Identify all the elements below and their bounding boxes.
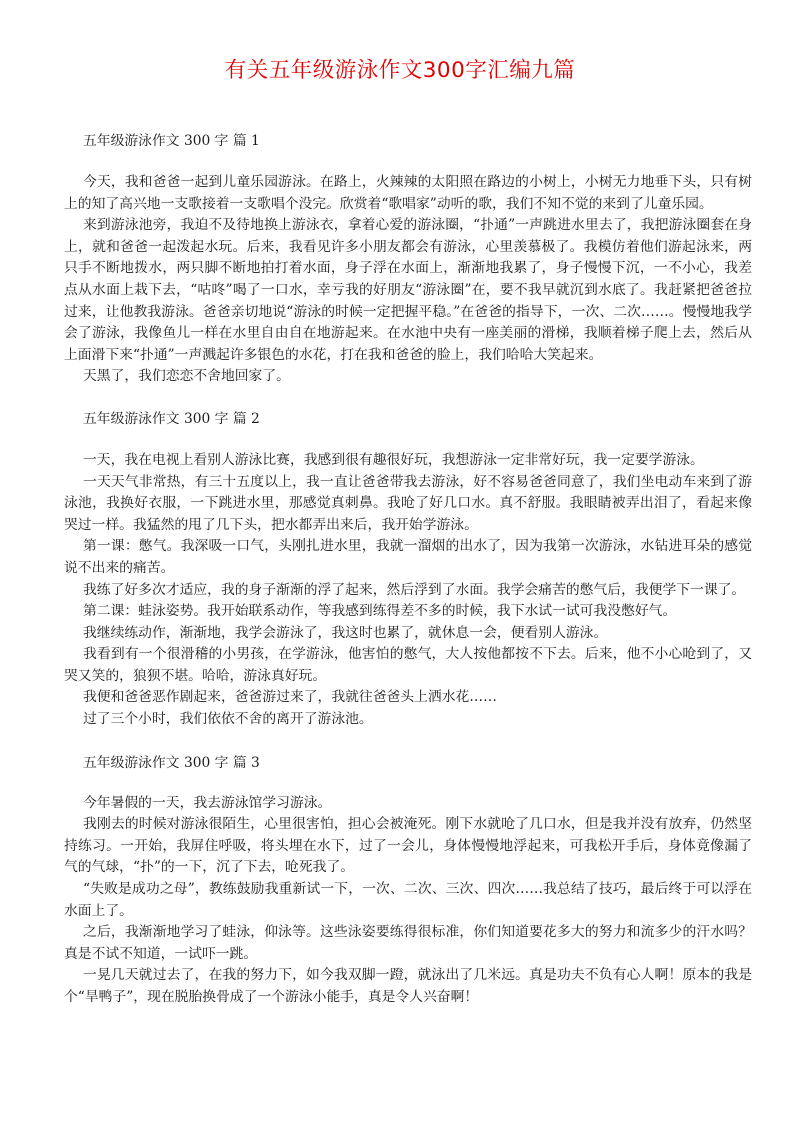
paragraph: 来到游泳池旁，我迫不及待地换上游泳衣，拿着心爱的游泳圈，“扑通”一声跳进水里去了，我把游泳圈套在身上，就和爸爸一起泼起水玩。后来，我看见许多小朋友都会有游泳，心里羡慕极了。我模仿着他们游起泳来，两只手不断地拨水，两只脚不断地拍打着水面，身子浮在水面上，渐渐地我累了，身子慢慢下沉，一不小心，我差点从水面上栽下去，“咕咚”喝了一口水，幸亏我的好朋友“游泳圈”在，要不我早就沉到水底了。我赶紧把爸爸拉过来，让他教我游泳。爸爸亲切地说“游泳的时候一定把握平稳。”在爸爸的指导下，一次、二次……。慢慢地我学会了游泳，我像鱼儿一样在水里自由自在地游起来。在水池中央有一座美丽的滑梯，我顺着梯子爬上去，然后从上面滑下来“扑通”一声溅起许多银色的水花，打在我和爸爸的脸上，我们哈哈大笑起来。 — [64, 217, 752, 363]
paragraph: 过了三个小时，我们依依不舍的离开了游泳池。 — [83, 711, 373, 728]
paragraph: 一天天气非常热，有三十五度以上，我一直让爸爸带我去游泳，好不容易爸爸同意了，我们坐电动车来到了游泳池，我换好衣服，一下跳进水里，那感觉真刺鼻。我呛了好几口水。真不舒服。我眼睛被弄出泪了，看起来像哭过一样。我猛然的甩了几下头，把水都弄出来后，我开始学游泳。 — [64, 473, 752, 533]
essay-section-3 — [64, 752, 752, 1009]
paragraph: 我刚去的时候对游泳很陌生，心里很害怕，担心会被淹死。刚下水就呛了几口水，但是我并没有放弃，仍然坚持练习。一开始，我屏住呼吸，将头埋在水下，过了一会儿，身体慢慢地浮起来，可我松开手后，身体竟像漏了气的气球，“扑”的一下，沉了下去，呛死我了。 — [64, 816, 752, 876]
section-heading: 五年级游泳作文 300 字 篇 1 — [83, 133, 260, 149]
paragraph: 我便和爸爸恶作剧起来，爸爸游过来了，我就往爸爸头上洒水花…… — [83, 689, 497, 706]
document-title: 有关五年级游泳作文300字汇编九篇 — [224, 58, 576, 83]
section-heading: 五年级游泳作文 300 字 篇 2 — [83, 410, 260, 427]
essay-section-1 — [64, 130, 752, 388]
paragraph: 一晃几天就过去了，在我的努力下，如今我双脚一蹬，就泳出了几米远。真是功夫不负有心人啊！原本的我是个“旱鸭子”，现在脱胎换骨成了一个游泳小能手，真是令人兴奋啊！ — [64, 967, 752, 1005]
paragraph: 我练了好多次才适应，我的身子渐渐的浮了起来，然后浮到了水面。我学会痛苦的憋气后，我便学下一课了。 — [83, 581, 746, 598]
paragraph: 天黑了，我们恋恋不舍地回家了。 — [83, 368, 290, 385]
paragraph: 今年暑假的一天，我去游泳馆学习游泳。 — [83, 794, 332, 811]
paragraph: 一天，我在电视上看别人游泳比赛，我感到很有趣很好玩，我想游泳一定非常好玩，我一定要学游泳。 — [83, 451, 704, 468]
document-body — [64, 130, 752, 1009]
paragraph: “失败是成功之母”，教练鼓励我重新试一下，一次、二次、三次、四次……我总结了技巧，最后终于可以浮在水面上了。 — [64, 881, 752, 919]
paragraph: 第二课：蛙泳姿势。我开始联系动作，等我感到练得差不多的时候，我下水试一试可我没憋好气。 — [83, 603, 677, 620]
paragraph: 今天，我和爸爸一起到儿童乐园游泳。在路上，火辣辣的太阳照在路边的小树上，小树无力地垂下头，只有树上的知了高兴地一支歌接着一支歌唱个没完。欣赏着“歌唱家”动听的歌，我们不知不觉的来到了儿童乐园。 — [64, 174, 752, 212]
paragraph: 之后，我渐渐地学习了蛙泳，仰泳等。这些泳姿要练得很标准，你们知道要花多大的努力和流多少的汗水吗？真是不试不知道，一试吓一跳。 — [64, 924, 752, 962]
essay-section-2 — [64, 408, 752, 731]
section-heading: 五年级游泳作文 300 字 篇 3 — [83, 754, 260, 771]
paragraph: 我继续练动作，渐渐地，我学会游泳了，我这时也累了，就休息一会，便看别人游泳。 — [83, 624, 608, 641]
paragraph: 第一课：憋气。我深吸一口气，头刚扎进水里，我就一溜烟的出水了，因为我第一次游泳，水钻进耳朵的感觉说不出来的痛苦。 — [64, 538, 752, 576]
paragraph: 我看到有一个很滑稽的小男孩，在学游泳，他害怕的憋气，大人按他都按不下去。后来，他不小心呛到了，又哭又笑的，狼狈不堪。哈哈，游泳真好玩。 — [64, 646, 752, 684]
